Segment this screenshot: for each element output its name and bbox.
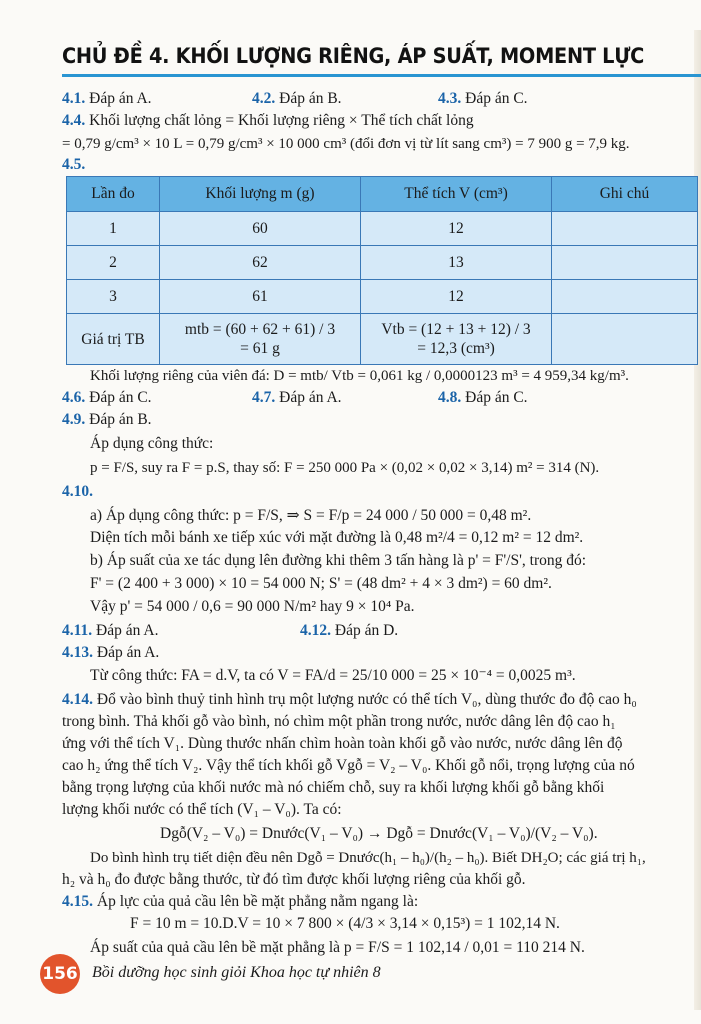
answer-4-14-line5: bằng trọng lượng của khối nước mà nó chiếm chỗ, suy ra khối lượng khối gỗ bằng khối (62, 779, 605, 796)
cell: 12 (361, 280, 552, 314)
answer-4-14-line4: cao h₂ ứng thể tích V₂. Vậy thể tích khối gỗ Vgỗ = V₂ – V₀. Khối gỗ nổi, trọng lượng của nó (62, 757, 635, 774)
cell (552, 246, 698, 280)
cell: 12 (361, 212, 552, 246)
header-khoi-luong: Khối lượng m (g) (160, 177, 361, 212)
cell: 2 (67, 246, 160, 280)
table-row (67, 280, 698, 314)
answer-4-15: 4.15. Áp lực của quả cầu lên bề mặt phẳng nằm ngang là: (62, 893, 419, 910)
answer-4-5-label: 4.5. (62, 156, 86, 173)
answer-4-4-calc: = 0,79 g/cm³ × 10 L = 0,79 g/cm³ × 10 000 cm³ (đổi đơn vị từ lít sang cm³) = 7 900 g = 7,9 kg. (62, 136, 630, 152)
answer-4-10-label: 4.10. (62, 483, 93, 500)
answer-4-7: 4.7. Đáp án A. (252, 389, 342, 406)
cell: 61 (160, 280, 361, 314)
cell (552, 280, 698, 314)
answer-4-14-line3: ứng với thể tích V₁. Dùng thước nhấn chìm hoàn toàn khối gỗ vào nước, nước dâng lên độ (62, 735, 623, 752)
table-row (67, 246, 698, 280)
answer-4-14-line1: 4.14. Đổ vào bình thuỷ tinh hình trụ một lượng nước có thể tích V₀, dùng thước đo độ cao h₀ (62, 691, 637, 708)
answer-4-12: 4.12. Đáp án D. (300, 622, 399, 639)
answer-4-15-formula: F = 10 m = 10.D.V = 10 × 7 800 × (4/3 × 3,14 × 0,15³) = 1 102,14 N. (130, 915, 560, 932)
table-row (67, 212, 698, 246)
answer-4-10-line2: Diện tích mỗi bánh xe tiếp xúc với mặt đường là 0,48 m²/4 = 0,12 m² = 12 dm². (90, 529, 584, 546)
avg-label: Giá trị TB (67, 314, 160, 365)
answer-4-5-result: Khối lượng riêng của viên đá: D = mtb/ Vtb = 0,061 kg / 0,0000123 m³ = 4 959,34 kg/m³. (90, 368, 629, 384)
answer-4-9-line2: p = F/S, suy ra F = p.S, thay số: F = 250 000 Pa × (0,02 × 0,02 × 3,14) m² = 314 (N). (90, 460, 600, 476)
answer-4-3: 4.3. Đáp án C. (438, 90, 528, 107)
answer-4-10-line4: F' = (2 400 + 3 000) × 10 = 54 000 N; S' = (48 dm² + 4 × 3 dm²) = 60 dm². (90, 575, 552, 592)
answer-4-14-line9: h₂ và h₀ đo được bằng thước, từ đó tìm được khối lượng riêng của khối gỗ. (62, 871, 526, 888)
header-lan-do: Lần đo (67, 177, 160, 212)
answer-4-13: 4.13. Đáp án A. (62, 644, 160, 661)
cell: 60 (160, 212, 361, 246)
answer-4-10-line1: a) Áp dụng công thức: p = F/S, ⇒ S = F/p = 24 000 / 50 000 = 0,48 m². (90, 507, 532, 524)
table-header-row (67, 177, 698, 212)
answer-4-15-line3: Áp suất của quả cầu lên bề mặt phẳng là p = F/S = 1 102,14 / 0,01 = 110 214 N. (90, 939, 585, 956)
title-underline (62, 74, 701, 77)
cell: 3 (67, 280, 160, 314)
cell: 13 (361, 246, 552, 280)
answer-4-11: 4.11. Đáp án A. (62, 622, 159, 639)
avg-mass: mtb = (60 + 62 + 61) / 3 = 61 g (160, 314, 361, 365)
cell: 62 (160, 246, 361, 280)
answer-4-6: 4.6. Đáp án C. (62, 389, 152, 406)
header-ghi-chu: Ghi chú (552, 177, 698, 212)
answer-4-10-line3: b) Áp suất của xe tác dụng lên đường khi thêm 3 tấn hàng là p' = F'/S', trong đó: (90, 552, 587, 569)
answer-4-14-formula: Dgỗ(V₂ – V₀) = Dnước(V₁ – V₀) → Dgỗ = Dnước(V₁ – V₀)/(V₂ – V₀). (160, 825, 598, 842)
cell: 1 (67, 212, 160, 246)
answer-4-14-line2: trong bình. Thả khối gỗ vào bình, nó chìm một phần trong nước, nước dâng lên độ cao h₁ (62, 713, 616, 730)
measurement-table (66, 176, 698, 365)
cell (552, 212, 698, 246)
answer-4-4: 4.4. Khối lượng chất lỏng = Khối lượng riêng × Thể tích chất lỏng (62, 112, 474, 129)
answer-4-1: 4.1. Đáp án A. (62, 90, 152, 107)
answer-4-8: 4.8. Đáp án C. (438, 389, 528, 406)
avg-volume: Vtb = (12 + 13 + 12) / 3 = 12,3 (cm³) (361, 314, 552, 365)
header-the-tich: Thể tích V (cm³) (361, 177, 552, 212)
answer-4-14-line8: Do bình hình trụ tiết diện đều nên Dgỗ = Dnước(h₁ – h₀)/(h₂ – h₀). Biết DH₂O; các giá trị h₁, (90, 850, 646, 866)
page-number: 156 (40, 954, 80, 994)
answer-4-14-line6: lượng khối nước có thể tích (V₁ – V₀). Ta có: (62, 801, 342, 818)
answer-4-9: 4.9. Đáp án B. (62, 411, 152, 428)
book-title-footer: Bồi dưỡng học sinh giỏi Khoa học tự nhiên 8 (92, 964, 381, 981)
chapter-title: CHỦ ĐỀ 4. KHỐI LƯỢNG RIÊNG, ÁP SUẤT, MOMENT LỰC (62, 44, 645, 68)
cell (552, 314, 698, 365)
answer-4-13-line1: Từ công thức: FA = d.V, ta có V = FA/d = 25/10 000 = 25 × 10⁻⁴ = 0,0025 m³. (90, 667, 576, 684)
table-row-average (67, 314, 698, 365)
answer-4-9-line1: Áp dụng công thức: (90, 435, 214, 452)
answer-4-10-line5: Vậy p' = 54 000 / 0,6 = 90 000 N/m² hay 9 × 10⁴ Pa. (90, 598, 415, 615)
answer-4-2: 4.2. Đáp án B. (252, 90, 342, 107)
